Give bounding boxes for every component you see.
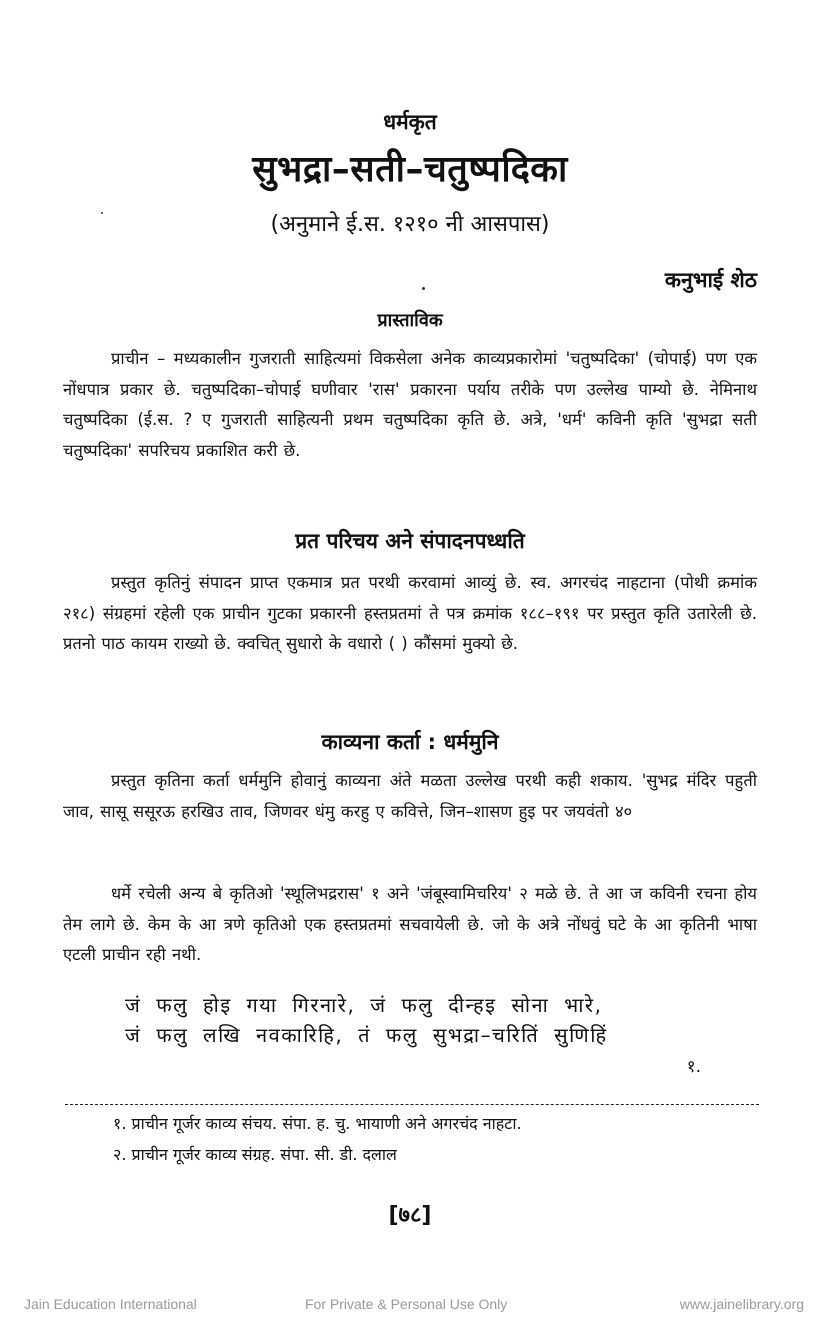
document-subtitle: (अनुमाने ई.स. १२१० नी आसपास) bbox=[270, 212, 550, 237]
footnote: १. प्राचीन गूर्जर काव्य संचय. संपा. ह. चु. भायाणी अने अगरचंद नाहटा. bbox=[113, 1114, 522, 1133]
page-number: [७८] bbox=[388, 1203, 432, 1228]
author-name: कनुभाई शेठ bbox=[664, 268, 757, 292]
scan-speck bbox=[101, 212, 103, 214]
paragraph-other-works: धर्मे रचेली अन्य बे कृतिओ 'स्थूलिभद्ररास' १ अने 'जंबूस्वामिचरिय' २ मळे छे. ते आ ज कविनी रचना होय तेम लागे छे. केम के आ त्रणे कृतिओ एक हस्तप्रतमां सचवायेली छे. जो के अत्रे नोंधवुं घटे के आ कृतिनी भाषा एटली प्राचीन रही नथी. bbox=[63, 884, 757, 964]
watermark-footer bbox=[0, 1296, 828, 1320]
footer-usage-notice: For Private & Personal Use Only bbox=[305, 1296, 508, 1312]
section-heading-manuscript: प्रत परिचय अने संपादनपध्धति bbox=[295, 529, 525, 553]
section-heading-introduction: प्रास्ताविक bbox=[377, 310, 443, 331]
footnote: २. प्राचीन गूर्जर काव्य संग्रह. संपा. सी. डी. दलाल bbox=[113, 1145, 397, 1164]
footer-publisher: Jain Education International bbox=[24, 1296, 197, 1312]
section-heading-poet: काव्यना कर्ता : धर्ममुनि bbox=[321, 730, 499, 754]
paragraph-manuscript: प्रस्तुत कृतिनुं संपादन प्राप्त एकमात्र प्रत परथी करवामां आव्युं छे. स्व. अगरचंद नाहटाना (पोथी क्रमांक २१८) संग्रहमां रहेली एक प्राचीन गुटका प्रकारनी हस्तप्रतमां ते पत्र क्रमांक १८८–१९१ पर प्रस्तुत कृति उतारेली छे. प्रतनो पाठ कायम राख्यो छे. क्वचित् सुधारो के वधारो ( ) कौंसमां मुक्यो छे. bbox=[63, 573, 757, 653]
verse-number: १. bbox=[686, 1057, 701, 1077]
verse-line: जं फलु होइ गया गिरनारे, जं फलु दीन्हइ सोना भारे, bbox=[125, 993, 603, 1017]
footnote-divider bbox=[65, 1104, 759, 1105]
paragraph-introduction: प्राचीन – मध्यकालीन गुजराती साहित्यमां विकसेला अनेक काव्यप्रकारोमां 'चतुष्पदिका' (चोपाई) पण एक नोंधपात्र प्रकार छे. चतुष्पदिका–चोपाई घणीवार 'रास' प्रकारना पर्याय तरीके पण उल्लेख पाम्यो छे. नेमिनाथ चतुष्पदिका (ई.स. ? ए गुजराती साहित्यनी प्रथम चतुष्पदिका कृति छे. अत्रे, 'धर्म' कविनी कृति 'सुभद्रा सती चतुष्पदिका' सपरिचय प्रकाशित करी छे. bbox=[63, 349, 757, 460]
paragraph-poet-attribution: प्रस्तुत कृतिना कर्ता धर्ममुनि होवानुं काव्यना अंते मळता उल्लेख परथी कही शकाय. 'सुभद्र मंदिर पहुती जाव, सासू ससूरऊ हरखिउ ताव, जिणवर धंमु करहु ए कवित्ते, जिन–शासण हुइ पर जयवंतो ४० bbox=[63, 771, 757, 821]
scan-speck bbox=[422, 287, 425, 290]
verse-line: जं फलु लखि नवकारिहि, तं फलु सुभद्रा–चरितिं सुणिहिं bbox=[125, 1023, 608, 1047]
footer-website: www.jainelibrary.org bbox=[679, 1296, 804, 1312]
document-kicker: धर्मकृत bbox=[383, 110, 437, 134]
document-title: सुभद्रा–सती–चतुष्पदिका bbox=[252, 149, 568, 190]
